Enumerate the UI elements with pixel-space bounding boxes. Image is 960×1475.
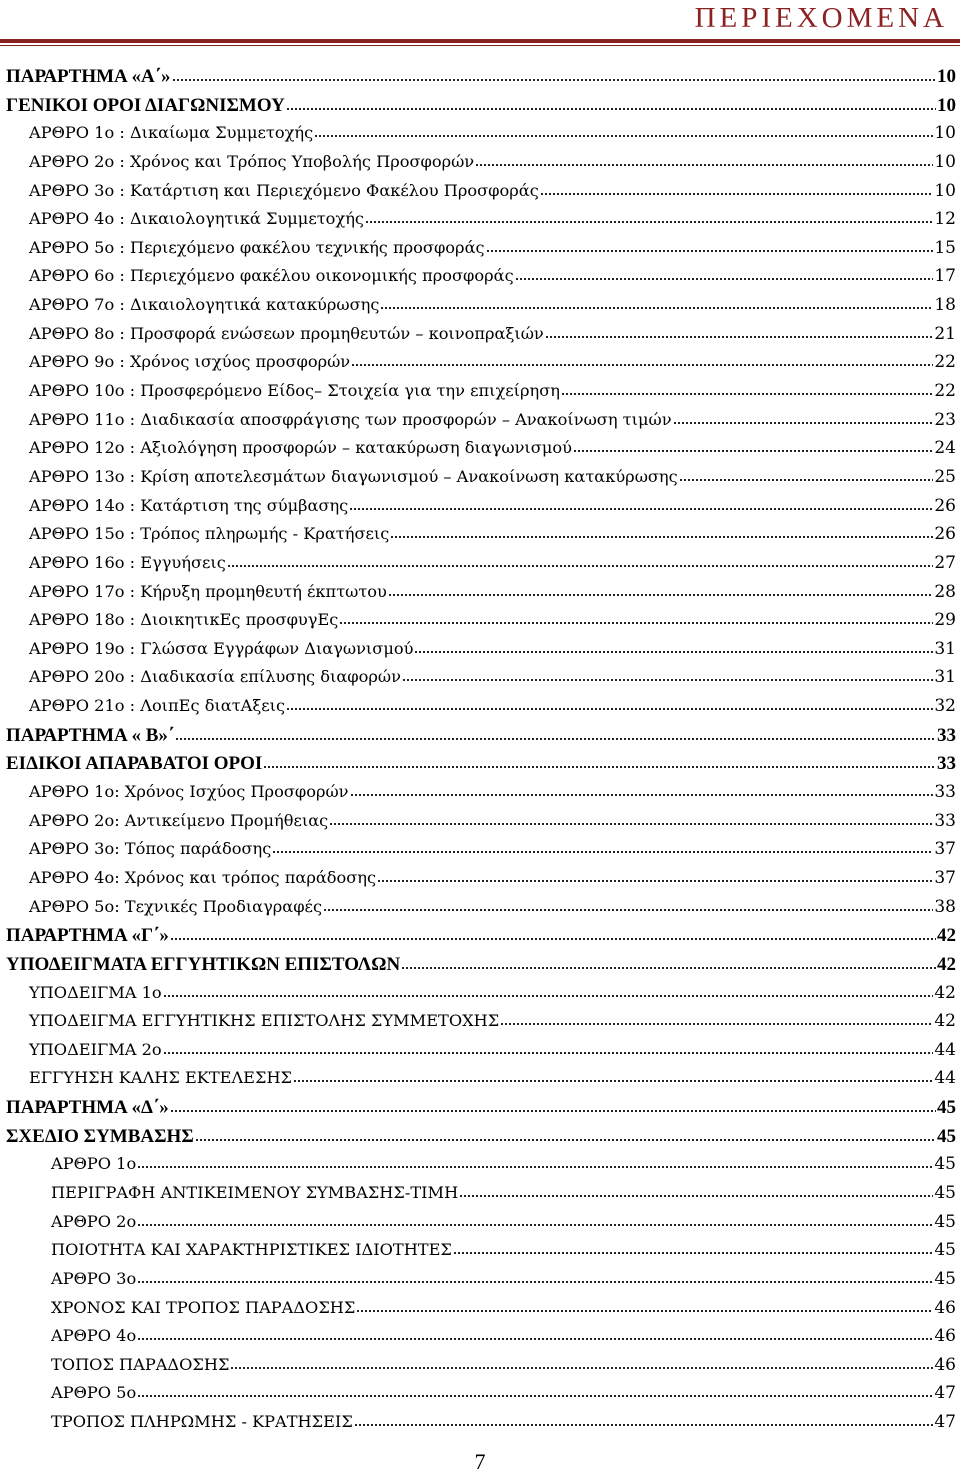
dot-leader (351, 353, 933, 367)
toc-page-number: 33 (937, 753, 956, 775)
dot-leader (459, 1184, 933, 1198)
toc-entry-title: ΓΕΝΙΚΟΙ ΟΡΟΙ ΔΙΑΓΩΝΙΣΜΟΥ (6, 94, 285, 116)
dot-leader (500, 1012, 933, 1026)
toc-page-number: 37 (934, 867, 956, 888)
toc-entry-title: ΥΠΟΔΕΙΓΜΑ ΕΓΓΥΗΤΙΚΗΣ ΕΠΙΣΤΟΛΗΣ ΣΥΜΜΕΤΟΧΗΣ (29, 1011, 500, 1031)
toc-entry[interactable] (0, 1183, 956, 1212)
toc-page-number: 10 (934, 151, 956, 172)
title-rule-thin (0, 45, 960, 46)
toc-entry[interactable] (0, 438, 956, 467)
toc-page-number: 10 (937, 94, 956, 116)
dot-leader (339, 611, 933, 625)
table-of-contents (0, 66, 956, 1441)
toc-page-number: 23 (934, 409, 956, 430)
toc-page-number: 46 (934, 1297, 956, 1318)
toc-entry-title: ΑΡΘΡΟ 3ο : Κατάρτιση και Περιεχόμενο Φακέλου Προσφοράς (29, 180, 539, 200)
toc-entry[interactable] (0, 410, 956, 439)
toc-entry[interactable] (0, 238, 956, 267)
toc-entry-title: ΑΡΘΡΟ 21ο : ΛοιπΕς διατΑξεις (29, 696, 286, 716)
title-rule-thick (0, 39, 960, 43)
toc-page-number: 26 (934, 524, 956, 545)
toc-section-entry[interactable] (0, 725, 956, 754)
dot-leader (195, 1128, 936, 1142)
toc-entry[interactable] (0, 667, 956, 696)
toc-entry[interactable] (0, 123, 956, 152)
dot-leader (163, 1041, 934, 1055)
toc-entry[interactable] (0, 295, 956, 324)
toc-entry-title: ΑΡΘΡΟ 14ο : Κατάρτιση της σύμβασης (29, 495, 349, 515)
toc-entry-title: ΑΡΘΡΟ 17ο : Κήρυξη προμηθευτή έκπτωτου (29, 581, 387, 601)
toc-page-number: 42 (937, 925, 956, 947)
dot-leader (475, 153, 933, 167)
dot-leader (540, 182, 934, 196)
dot-leader (390, 525, 933, 539)
toc-entry-title: ΧΡΟΝΟΣ ΚΑΙ ΤΡΟΠΟΣ ΠΑΡΑΔΟΣΗΣ (51, 1297, 356, 1317)
dot-leader (329, 812, 933, 826)
dot-leader (170, 927, 936, 941)
toc-entry-title: ΕΓΓΥΗΣΗ ΚΑΛΗΣ ΕΚΤΕΛΕΣΗΣ (29, 1068, 293, 1088)
dot-leader (175, 727, 936, 741)
toc-entry[interactable] (0, 782, 956, 811)
toc-entry-title: ΤΟΠΟΣ ΠΑΡΑΔΟΣΗΣ (51, 1354, 230, 1374)
toc-entry-title: ΑΡΘΡΟ 5ο: Τεχνικές Προδιαγραφές (29, 896, 323, 916)
toc-page-number: 33 (937, 724, 956, 746)
dot-leader (230, 1356, 933, 1370)
dot-leader (314, 124, 933, 138)
toc-page-number: 10 (937, 66, 956, 87)
dot-leader (380, 296, 933, 310)
toc-entry-title: ΑΡΘΡΟ 15ο : Τρόπος πληρωμής - Κρατήσεις (29, 524, 390, 544)
toc-page-number: 28 (934, 581, 956, 602)
toc-entry[interactable] (0, 639, 956, 668)
toc-page-number: 12 (934, 209, 956, 230)
toc-entry-title: ΑΡΘΡΟ 1ο : Δικαίωμα Συμμετοχής (29, 123, 314, 143)
toc-entry-title: ΑΡΘΡΟ 18ο : ΔιοικητικΕς προσφυγΕς (29, 610, 339, 630)
dot-leader (170, 1099, 936, 1113)
toc-page-number: 29 (934, 610, 956, 631)
toc-page-number: 46 (934, 1326, 956, 1347)
toc-page-number: 45 (934, 1211, 956, 1232)
toc-entry-title: ΑΡΘΡΟ 3ο: Τόπος παράδοσης (29, 839, 272, 859)
toc-entry[interactable] (0, 1412, 956, 1441)
toc-page-number: 33 (934, 782, 956, 803)
toc-entry[interactable] (0, 553, 956, 582)
toc-page-number: 15 (934, 237, 956, 258)
toc-page-number: 42 (934, 982, 956, 1003)
toc-section-entry[interactable] (0, 925, 956, 954)
dot-leader (573, 439, 933, 453)
toc-page-number: 45 (934, 1154, 956, 1175)
toc-entry[interactable] (0, 524, 956, 553)
toc-page-number: 31 (934, 667, 956, 688)
toc-entry[interactable] (0, 496, 956, 525)
dot-leader (163, 984, 934, 998)
dot-leader (388, 583, 933, 597)
toc-page-number: 44 (934, 1068, 956, 1089)
toc-page-number: 42 (937, 953, 956, 975)
toc-entry[interactable] (0, 983, 956, 1012)
dot-leader (545, 325, 934, 339)
toc-page-number: 10 (934, 123, 956, 144)
toc-entry-title: ΑΡΘΡΟ 4ο: Χρόνος και τρόπος παράδοσης (29, 867, 377, 887)
dot-leader (365, 210, 933, 224)
toc-entry-title: ΑΡΘΡΟ 19ο : Γλώσσα Εγγράφων Διαγωνισμού (29, 638, 414, 658)
toc-entry-title: ΥΠΟΔΕΙΓΜΑ 2ο (29, 1039, 162, 1059)
toc-section-entry[interactable] (0, 1126, 956, 1155)
toc-entry[interactable] (0, 1269, 956, 1298)
toc-page-number: 45 (934, 1268, 956, 1289)
toc-entry[interactable] (0, 1355, 956, 1384)
toc-entry-title: ΠΕΡΙΓΡΑΦΗ ΑΝΤΙΚΕΙΜΕΝΟΥ ΣΥΜΒΑΣΗΣ-ΤΙΜΗ (51, 1182, 459, 1202)
toc-entry-title: ΑΡΘΡΟ 2ο : Χρόνος και Τρόπος Υποβολής Προσφορών (29, 151, 475, 171)
toc-entry[interactable] (0, 610, 956, 639)
dot-leader (414, 640, 933, 654)
toc-page-number: 22 (934, 352, 956, 373)
toc-page-number: 17 (934, 266, 956, 287)
dot-leader (401, 956, 936, 970)
dot-leader (402, 668, 933, 682)
toc-page-number: 25 (934, 466, 956, 487)
toc-page-number: 38 (934, 896, 956, 917)
toc-entry[interactable] (0, 1040, 956, 1069)
toc-entry-title: ΑΡΘΡΟ 12ο : Αξιολόγηση προσφορών – κατακύρωση διαγωνισμού (29, 438, 572, 458)
toc-entry-title: ΑΡΘΡΟ 11ο : Διαδικασία αποσφράγισης των προσφορών – Ανακοίνωση τιμών (29, 409, 672, 429)
toc-entry-title: ΠΟΙΟΤΗΤΑ ΚΑΙ ΧΑΡΑΚΤΗΡΙΣΤΙΚΕΣ ΙΔΙΟΤΗΤΕΣ (51, 1240, 452, 1260)
toc-entry[interactable] (0, 811, 956, 840)
dot-leader (486, 239, 934, 253)
toc-entry[interactable] (0, 897, 956, 926)
toc-entry-title: ΑΡΘΡΟ 8ο : Προσφορά ενώσεων προμηθευτών – κοινοπραξιών (29, 323, 544, 343)
toc-entry-title: ΑΡΘΡΟ 16ο : Εγγυήσεις (29, 552, 226, 572)
toc-entry-title: ΑΡΘΡΟ 10ο : Προσφερόμενο Είδος– Στοιχεία για την επιχείρηση (29, 381, 560, 401)
toc-section-entry[interactable] (0, 753, 956, 782)
toc-entry[interactable] (0, 1154, 956, 1183)
dot-leader (137, 1327, 933, 1341)
toc-section-entry[interactable] (0, 1097, 956, 1126)
toc-page-number: 37 (934, 839, 956, 860)
toc-entry-title: ΑΡΘΡΟ 4ο (51, 1326, 137, 1346)
toc-entry[interactable] (0, 582, 956, 611)
toc-entry[interactable] (0, 1011, 956, 1040)
dot-leader (293, 1069, 933, 1083)
toc-entry[interactable] (0, 696, 956, 725)
toc-page-number: 47 (934, 1412, 956, 1433)
toc-entry[interactable] (0, 1212, 956, 1241)
dot-leader (356, 1299, 933, 1313)
toc-entry[interactable] (0, 381, 956, 410)
toc-page-number: 27 (934, 552, 956, 573)
toc-page-number: 33 (934, 810, 956, 831)
dot-leader (263, 755, 936, 769)
toc-entry-title: ΑΡΘΡΟ 2ο (51, 1211, 137, 1231)
toc-entry[interactable] (0, 1298, 956, 1327)
dot-leader (350, 783, 934, 797)
toc-page-number: 45 (937, 1097, 956, 1119)
toc-entry-title: ΑΡΘΡΟ 9ο : Χρόνος ισχύος προσφορών (29, 352, 351, 372)
toc-page-number: 21 (934, 323, 956, 344)
dot-leader (272, 840, 933, 854)
toc-entry-title: ΥΠΟΔΕΙΓΜΑ 1ο (29, 982, 162, 1002)
toc-entry[interactable] (0, 467, 956, 496)
dot-leader (561, 382, 933, 396)
toc-entry-title: ΑΡΘΡΟ 7ο : Δικαιολογητικά κατακύρωσης (29, 295, 380, 315)
toc-page-number: 22 (934, 381, 956, 402)
toc-entry[interactable] (0, 1068, 956, 1097)
toc-entry-title: ΠΑΡΑΡΤΗΜΑ «Δ΄» (6, 1097, 169, 1119)
toc-entry[interactable] (0, 1383, 956, 1412)
toc-entry[interactable] (0, 868, 956, 897)
toc-entry[interactable] (0, 181, 956, 210)
toc-entry[interactable] (0, 839, 956, 868)
dot-leader (227, 554, 934, 568)
dot-leader (453, 1241, 933, 1255)
page-number: 7 (474, 1449, 486, 1474)
toc-entry-title: ΠΑΡΑΡΤΗΜΑ «Α΄» (6, 66, 171, 87)
toc-entry-title: ΑΡΘΡΟ 5ο : Περιεχόμενο φακέλου τεχνικής προσφοράς (29, 237, 485, 257)
dot-leader (673, 411, 934, 425)
dot-leader (137, 1213, 933, 1227)
toc-entry[interactable] (0, 324, 956, 353)
toc-entry-title: ΣΧΕΔΙΟ ΣΥΜΒΑΣΗΣ (6, 1125, 194, 1147)
toc-entry-title: ΑΡΘΡΟ 6ο : Περιεχόμενο φακέλου οικονομικής προσφοράς (29, 266, 514, 286)
toc-page-number: 24 (934, 438, 956, 459)
dot-leader (137, 1270, 933, 1284)
toc-entry-title: ΑΡΘΡΟ 3ο (51, 1268, 137, 1288)
dot-leader (286, 697, 933, 711)
toc-entry-title: ΑΡΘΡΟ 1ο (51, 1154, 137, 1174)
toc-entry-title: ΑΡΘΡΟ 13ο : Κρίση αποτελεσμάτων διαγωνισμού – Ανακοίνωση κατακύρωσης (29, 466, 678, 486)
toc-entry[interactable] (0, 152, 956, 181)
toc-entry-title: ΑΡΘΡΟ 5ο (51, 1383, 137, 1403)
toc-entry-title: ΑΡΘΡΟ 2ο: Αντικείμενο Προμήθειας (29, 810, 329, 830)
toc-page-number: 45 (937, 1125, 956, 1147)
page-title: ΠΕΡΙΕΧΟΜΕΝΑ (694, 2, 948, 34)
toc-entry[interactable] (0, 1326, 956, 1355)
toc-page-number: 44 (934, 1039, 956, 1060)
toc-entry-title: ΑΡΘΡΟ 1ο: Χρόνος Ισχύος Προσφορών (29, 782, 349, 802)
toc-entry[interactable] (0, 352, 956, 381)
dot-leader (349, 497, 933, 511)
toc-entry[interactable] (0, 209, 956, 238)
toc-entry-title: ΑΡΘΡΟ 20ο : Διαδικασία επίλυσης διαφορών (29, 667, 401, 687)
toc-page-number: 42 (934, 1011, 956, 1032)
toc-section-entry[interactable] (0, 954, 956, 983)
dot-leader (137, 1384, 933, 1398)
dot-leader (323, 898, 933, 912)
toc-page-number: 45 (934, 1182, 956, 1203)
dot-leader (515, 267, 934, 281)
dot-leader (137, 1155, 933, 1169)
toc-section-entry[interactable] (0, 66, 956, 95)
toc-entry[interactable] (0, 1240, 956, 1269)
dot-leader (377, 869, 933, 883)
dot-leader (354, 1413, 934, 1427)
toc-page-number: 18 (934, 295, 956, 316)
dot-leader (172, 68, 937, 82)
toc-entry-title: ΠΑΡΑΡΤΗΜΑ « Β»΄ (6, 724, 175, 746)
toc-page-number: 46 (934, 1354, 956, 1375)
toc-entry[interactable] (0, 266, 956, 295)
toc-page-number: 31 (934, 638, 956, 659)
toc-page-number: 10 (934, 180, 956, 201)
dot-leader (286, 97, 936, 111)
toc-entry-title: ΤΡΟΠΟΣ ΠΛΗΡΩΜΗΣ - ΚΡΑΤΗΣΕΙΣ (51, 1412, 353, 1432)
toc-section-entry[interactable] (0, 95, 956, 124)
toc-page-number: 45 (934, 1240, 956, 1261)
toc-page-number: 26 (934, 495, 956, 516)
dot-leader (679, 468, 934, 482)
toc-entry-title: ΥΠΟΔΕΙΓΜΑΤΑ ΕΓΓΥΗΤΙΚΩΝ ΕΠΙΣΤΟΛΩΝ (6, 953, 401, 975)
toc-entry-title: ΕΙΔΙΚΟΙ ΑΠΑΡΑΒΑΤΟΙ ΟΡΟΙ (6, 753, 263, 775)
toc-page-number: 32 (934, 696, 956, 717)
toc-page-number: 47 (934, 1383, 956, 1404)
toc-entry-title: ΠΑΡΑΡΤΗΜΑ «Γ΄» (6, 925, 169, 947)
toc-entry-title: ΑΡΘΡΟ 4ο : Δικαιολογητικά Συμμετοχής (29, 209, 364, 229)
